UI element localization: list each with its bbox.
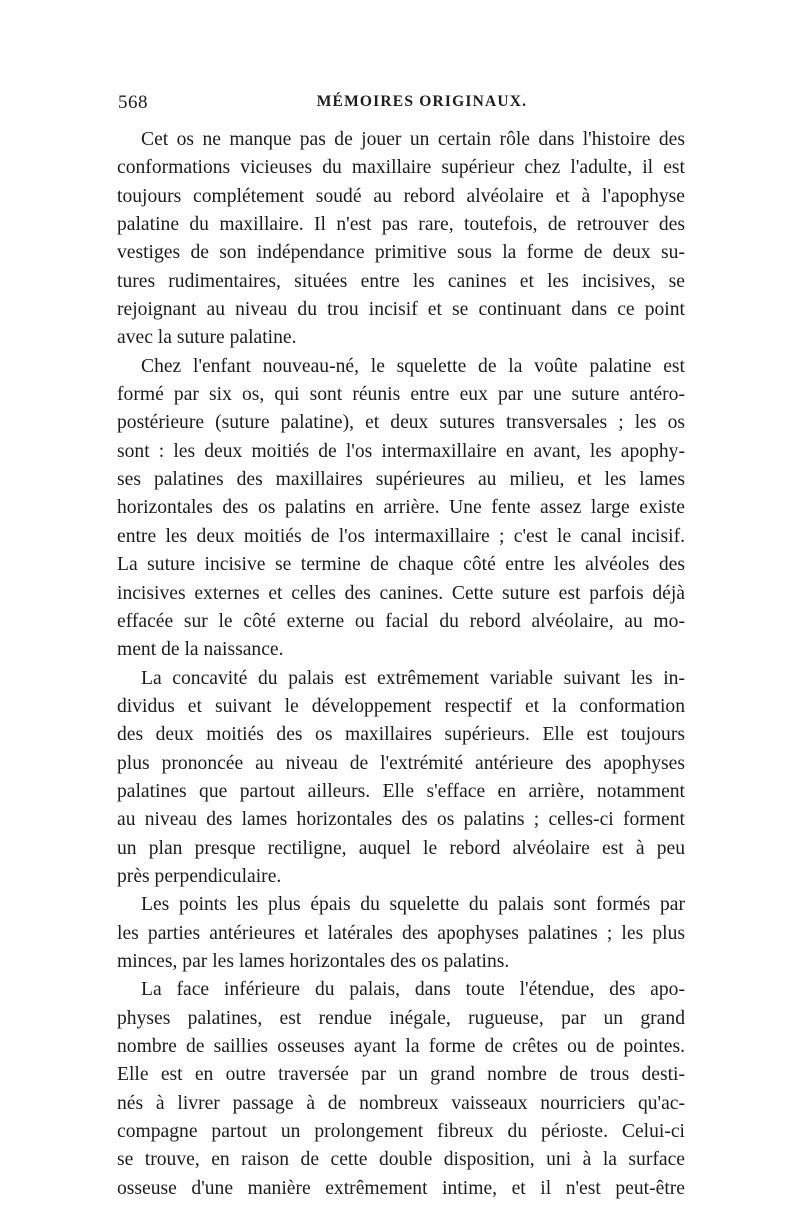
text-line: ment de la naissance. (117, 639, 284, 661)
text-line: compagne partout un prolongement fibreux du périoste. Celui-ci (117, 1121, 685, 1143)
text-line: rejoignant au niveau du trou incisif et se continuant dans ce point (117, 299, 685, 321)
text-line: sont : les deux moitiés de l'os intermaxillaire en avant, les apophy- (117, 440, 685, 462)
running-head: MÉMOIRES ORIGINAUX. (316, 93, 528, 110)
page-header (116, 92, 688, 118)
text-line: toujours complétement soudé au rebord alvéolaire et à l'apophyse (117, 185, 685, 207)
text-line: Cet os ne manque pas de jouer un certain rôle dans l'histoire des (141, 129, 685, 150)
text-line: horizontales des os palatins en arrière. Une fente assez large existe (117, 497, 685, 519)
text-line: tures rudimentaires, situées entre les canines et les incisives, se (117, 270, 685, 292)
text-line: ses palatines des maxillaires supérieures au milieu, et les lames (117, 469, 685, 491)
text-line: les parties antérieures et latérales des apophyses palatines ; les plus (117, 922, 685, 944)
text-line: nombre de saillies osseuses ayant la forme de crêtes ou de pointes. (117, 1036, 685, 1057)
text-line: plus prononcée au niveau de l'extrémité antérieure des apophyses (117, 752, 685, 774)
text-line: La concavité du palais est extrêmement variable suivant les in- (141, 667, 685, 689)
text-line: au niveau des lames horizontales des os palatins ; celles-ci forment (117, 809, 685, 831)
text-line: près perpendiculaire. (117, 865, 282, 887)
text-line: conformations vicieuses du maxillaire supérieur chez l'adulte, il est (117, 157, 685, 179)
text-line: physes palatines, est rendue inégale, rugueuse, par un grand (117, 1007, 685, 1029)
text-line: Les points les plus épais du squelette du palais sont formés par (141, 894, 685, 916)
text-line: incisives externes et celles des canines. Cette suture est parfois déjà (117, 582, 685, 604)
text-line: minces, par les lames horizontales des os palatins. (117, 950, 510, 972)
text-line: effacée sur le côté externe ou facial du rebord alvéolaire, au mo- (117, 610, 685, 632)
text-line: des deux moitiés des os maxillaires supérieurs. Elle est toujours (117, 724, 685, 746)
text-line: osseuse d'une manière extrêmement intime, et il n'est peut-être (117, 1177, 685, 1199)
text-line: se trouve, en raison de cette double disposition, uni à la surface (117, 1149, 685, 1171)
text-line: Elle est en outre traversée par un grand nombre de trous desti- (117, 1064, 685, 1086)
text-line: formé par six os, qui sont réunis entre eux par une suture antéro- (117, 384, 685, 406)
text-line: vestiges de son indépendance primitive sous la forme de deux su- (117, 242, 685, 264)
text-line: dividus et suivant le développement respectif et la conformation (117, 695, 685, 717)
text-line: un plan presque rectiligne, auquel le rebord alvéolaire est à peu (117, 837, 685, 859)
text-line: La face inférieure du palais, dans toute l'étendue, des apo- (141, 979, 685, 1001)
text-line: nés à livrer passage à de nombreux vaisseaux nourriciers qu'ac- (117, 1092, 685, 1114)
page-number: 568 (118, 92, 148, 113)
text-line: palatine du maxillaire. Il n'est pas rare, toutefois, de retrouver des (117, 214, 685, 236)
text-line: Chez l'enfant nouveau-né, le squelette de la voûte palatine est (141, 355, 685, 377)
text-line: palatines que partout ailleurs. Elle s'efface en arrière, notamment (117, 780, 685, 802)
body-text (117, 126, 685, 1203)
text-line: La suture incisive se termine de chaque côté entre les alvéoles des (117, 554, 685, 576)
text-line: entre les deux moitiés de l'os intermaxillaire ; c'est le canal incisif. (117, 525, 685, 547)
text-line: postérieure (suture palatine), et deux sutures transversales ; les os (117, 412, 685, 434)
text-line: avec la suture palatine. (117, 327, 297, 349)
